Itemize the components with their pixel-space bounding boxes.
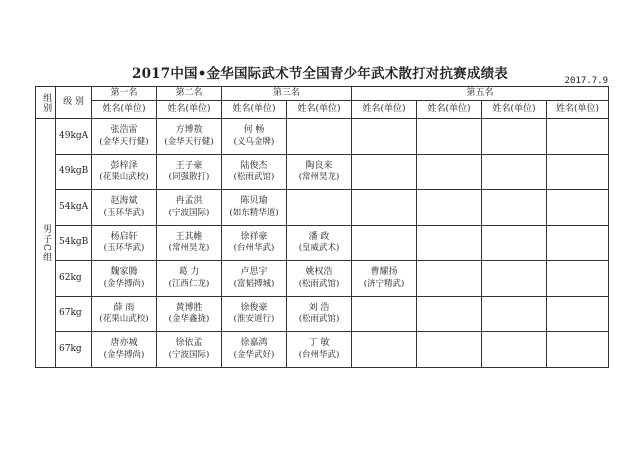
athlete-name: 徐俊豪 xyxy=(240,302,268,313)
athlete-name: 黄博胜 xyxy=(175,302,203,313)
athlete-unit: (松雨武馆) xyxy=(233,172,275,183)
result-cell xyxy=(482,296,547,332)
weight-class: 67kg xyxy=(56,296,92,332)
result-cell xyxy=(547,119,609,155)
header-sub-6: 姓名(单位) xyxy=(417,101,482,119)
athlete-name: 方博敖 xyxy=(175,125,203,136)
athlete-unit: (宁波国际) xyxy=(168,349,210,360)
athlete-name: 赵海斌 xyxy=(110,196,138,207)
result-cell xyxy=(417,154,482,190)
header-place-2: 第二名 xyxy=(157,87,222,101)
athlete-name: 潘 政 xyxy=(308,231,330,242)
result-cell xyxy=(92,261,157,297)
weight-class: 54kgA xyxy=(56,190,92,226)
athlete-unit: (同强散打) xyxy=(168,172,210,183)
result-cell xyxy=(352,332,417,368)
result-cell xyxy=(287,261,352,297)
athlete-name: 徐祥豪 xyxy=(240,231,268,242)
athlete-name: 丁 敏 xyxy=(308,338,330,349)
athlete-unit: (金华武好) xyxy=(233,349,275,360)
result-cell xyxy=(157,154,222,190)
athlete-name: 何 畅 xyxy=(243,125,265,136)
header-row-places xyxy=(36,87,609,101)
athlete-unit: (台州华武) xyxy=(233,243,275,254)
athlete-name: 彭梓泽 xyxy=(110,160,138,171)
athlete-unit: (淮安道行) xyxy=(233,314,275,325)
athlete-unit: (皇威武术) xyxy=(298,243,340,254)
header-row-sub xyxy=(36,101,609,119)
header-level: 级 别 xyxy=(56,87,92,119)
athlete-name: 冉孟洪 xyxy=(175,196,203,207)
result-cell xyxy=(417,225,482,261)
result-cell xyxy=(352,261,417,297)
result-cell xyxy=(157,225,222,261)
result-cell xyxy=(417,261,482,297)
result-cell xyxy=(287,190,352,226)
athlete-unit: (常州昊龙) xyxy=(298,172,340,183)
results-table xyxy=(35,86,609,368)
athlete-unit: (江西仁龙) xyxy=(168,278,210,289)
athlete-name: 陶良来 xyxy=(305,160,333,171)
result-cell xyxy=(547,154,609,190)
athlete-unit: (金华鑫拢) xyxy=(168,314,210,325)
athlete-name: 唐亦城 xyxy=(110,338,138,349)
table-row xyxy=(36,332,609,368)
header-place-3: 第三名 xyxy=(222,87,352,101)
result-cell xyxy=(92,154,157,190)
weight-class: 49kgA xyxy=(56,119,92,155)
athlete-unit: (金华天行健) xyxy=(99,136,149,147)
weight-class: 54kgB xyxy=(56,225,92,261)
result-cell xyxy=(417,332,482,368)
athlete-unit: (松雨武馆) xyxy=(298,314,340,325)
athlete-name: 王其帷 xyxy=(175,231,203,242)
athlete-unit: (松雨武馆) xyxy=(298,278,340,289)
weight-class: 67kg xyxy=(56,332,92,368)
result-cell xyxy=(92,296,157,332)
athlete-unit: (金华天行健) xyxy=(164,136,214,147)
result-cell xyxy=(222,190,287,226)
result-cell xyxy=(482,119,547,155)
header-group: 组别 xyxy=(36,87,56,119)
result-cell xyxy=(287,154,352,190)
result-cell xyxy=(157,261,222,297)
table-row xyxy=(36,190,609,226)
result-cell xyxy=(352,154,417,190)
athlete-name: 徐依孟 xyxy=(175,338,203,349)
athlete-name: 王子豪 xyxy=(175,160,203,171)
table-row xyxy=(36,261,609,297)
result-cell xyxy=(157,332,222,368)
header-place-1: 第一名 xyxy=(92,87,157,101)
result-cell xyxy=(222,119,287,155)
athlete-name: 刘 浩 xyxy=(308,302,330,313)
table-row xyxy=(36,296,609,332)
athlete-name: 卢思宇 xyxy=(240,267,268,278)
table-row xyxy=(36,225,609,261)
header-sub-4: 姓名(单位) xyxy=(287,101,352,119)
athlete-unit: (玉环华武) xyxy=(103,243,145,254)
table-row xyxy=(36,154,609,190)
group-label: 男子C组 xyxy=(36,119,56,368)
athlete-unit: (金华搏尚) xyxy=(103,278,145,289)
header-sub-7: 姓名(单位) xyxy=(482,101,547,119)
athlete-unit: (玉环华武) xyxy=(103,207,145,218)
athlete-unit: (花果山武校) xyxy=(99,172,149,183)
result-cell xyxy=(92,225,157,261)
result-cell xyxy=(222,225,287,261)
page-title: 2017中国•金华国际武术节全国青少年武术散打对抗赛成绩表 xyxy=(131,66,508,82)
athlete-name: 张浩雷 xyxy=(110,125,138,136)
result-cell xyxy=(547,190,609,226)
result-cell xyxy=(157,296,222,332)
result-cell xyxy=(482,261,547,297)
result-cell xyxy=(287,296,352,332)
athlete-unit: (富韬搏城) xyxy=(233,278,275,289)
result-cell xyxy=(547,296,609,332)
result-cell xyxy=(157,190,222,226)
result-cell xyxy=(547,225,609,261)
header-sub-5: 姓名(单位) xyxy=(352,101,417,119)
result-cell xyxy=(222,296,287,332)
athlete-name: 魏家腾 xyxy=(110,267,138,278)
result-cell xyxy=(482,225,547,261)
result-cell xyxy=(222,154,287,190)
result-cell xyxy=(352,225,417,261)
result-cell xyxy=(157,119,222,155)
athlete-name: 杨启轩 xyxy=(110,231,138,242)
result-cell xyxy=(547,332,609,368)
header-sub-1: 姓名(单位) xyxy=(92,101,157,119)
result-cell xyxy=(352,190,417,226)
weight-class: 49kgB xyxy=(56,154,92,190)
athlete-unit: (常州昊龙) xyxy=(168,243,210,254)
athlete-unit: (宁波国际) xyxy=(168,207,210,218)
result-cell xyxy=(547,261,609,297)
result-cell xyxy=(417,296,482,332)
athlete-name: 徐嘉鸿 xyxy=(240,338,268,349)
athlete-unit: (济宁精武) xyxy=(363,278,405,289)
header-sub-8: 姓名(单位) xyxy=(547,101,609,119)
result-cell xyxy=(352,119,417,155)
athlete-unit: (花果山武校) xyxy=(99,314,149,325)
athlete-name: 薛 雨 xyxy=(113,302,135,313)
athlete-unit: (如东精华道) xyxy=(229,207,279,218)
result-cell xyxy=(92,119,157,155)
athlete-name: 姚权浩 xyxy=(305,267,333,278)
result-cell xyxy=(222,332,287,368)
athlete-name: 陆俊杰 xyxy=(240,160,268,171)
result-cell xyxy=(482,332,547,368)
weight-class: 62kg xyxy=(56,261,92,297)
result-cell xyxy=(287,225,352,261)
athlete-unit: (义乌金牌) xyxy=(233,136,275,147)
result-cell xyxy=(352,296,417,332)
result-cell xyxy=(417,190,482,226)
result-cell xyxy=(92,332,157,368)
athlete-name: 曹耀扬 xyxy=(370,267,398,278)
result-cell xyxy=(287,119,352,155)
athlete-name: 葛 力 xyxy=(178,267,200,278)
result-cell xyxy=(287,332,352,368)
result-cell xyxy=(482,190,547,226)
header-sub-2: 姓名(单位) xyxy=(157,101,222,119)
header-sub-3: 姓名(单位) xyxy=(222,101,287,119)
athlete-unit: (金华搏尚) xyxy=(103,349,145,360)
result-cell xyxy=(92,190,157,226)
header-place-5: 第五名 xyxy=(352,87,609,101)
table-row xyxy=(36,119,609,155)
athlete-name: 陈贝瑜 xyxy=(240,196,268,207)
athlete-unit: (台州华武) xyxy=(298,349,340,360)
result-cell xyxy=(417,119,482,155)
document-date: 2017.7.9 xyxy=(564,76,608,86)
result-cell xyxy=(222,261,287,297)
result-cell xyxy=(482,154,547,190)
